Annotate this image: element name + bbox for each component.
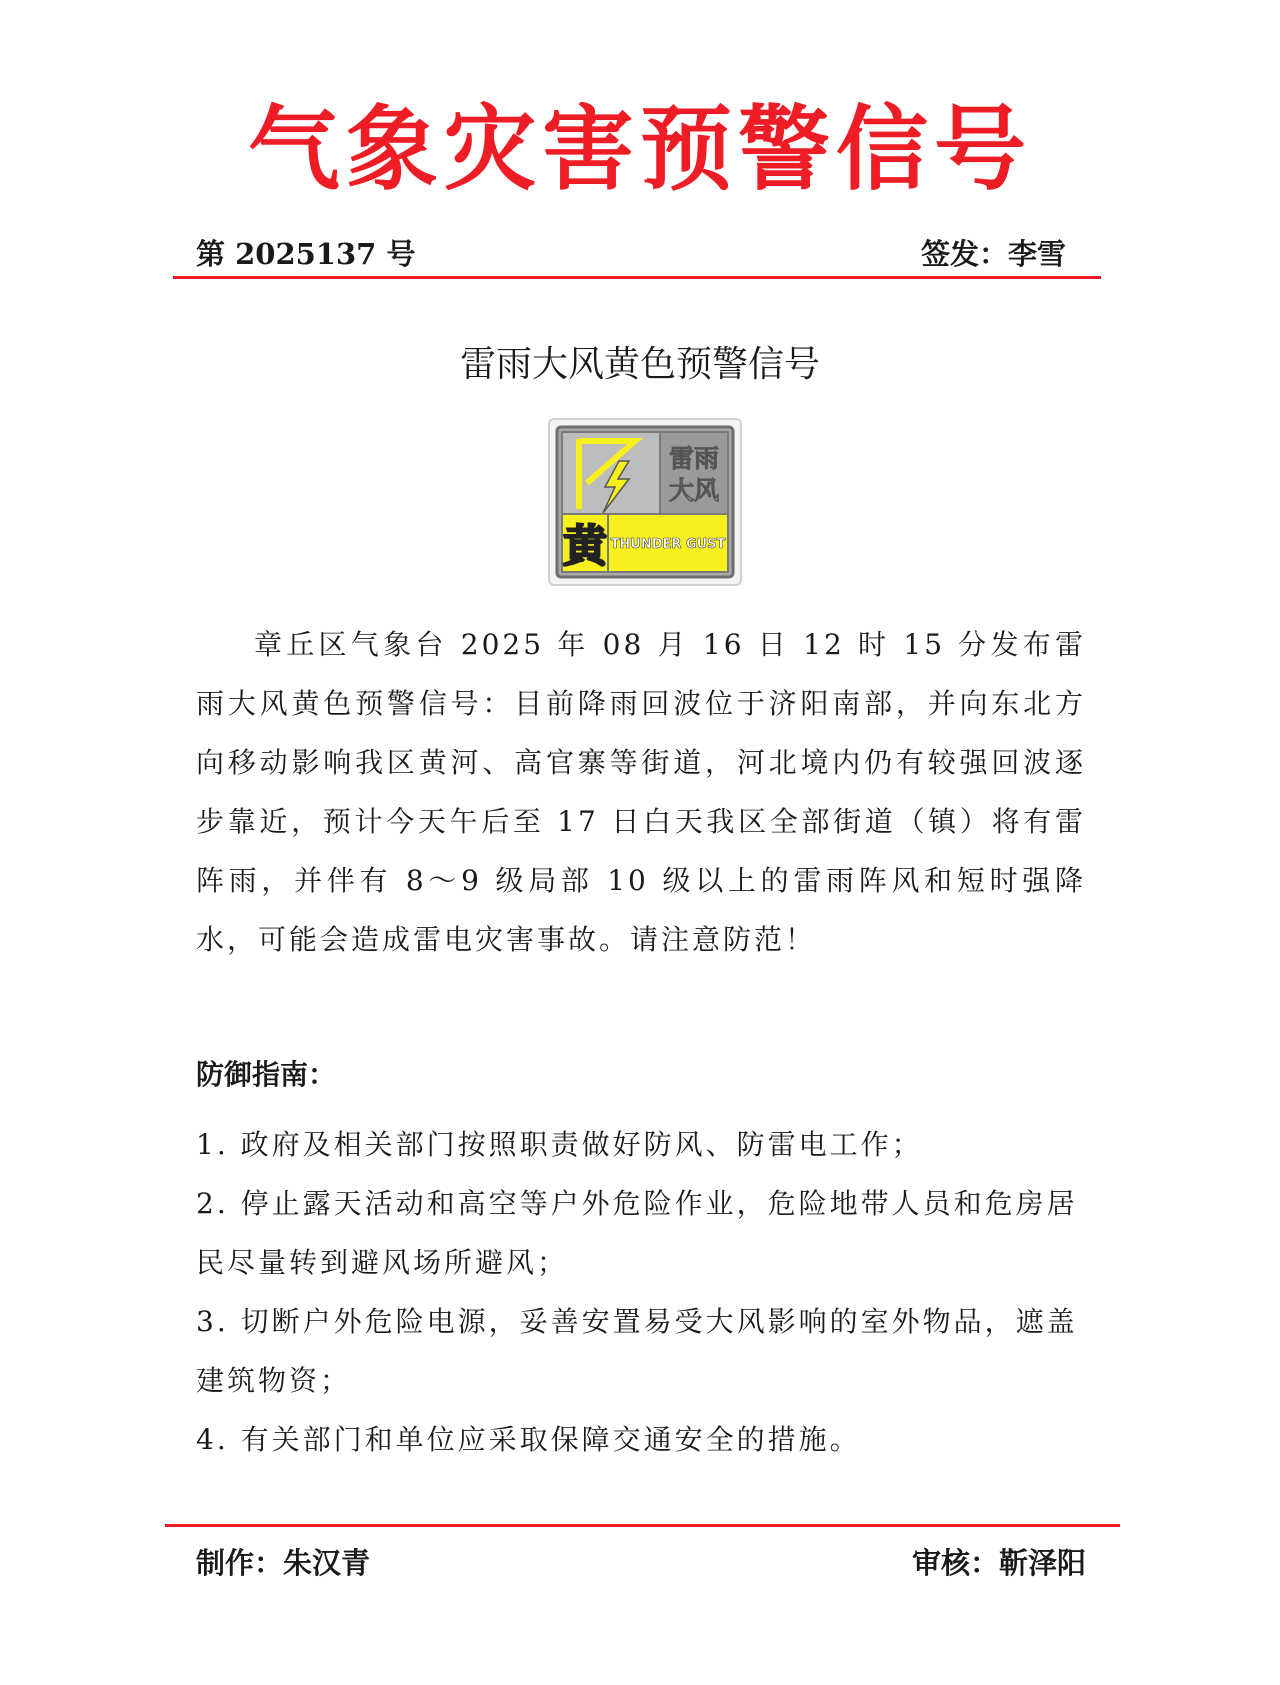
signer: 签发：李雪 [920, 237, 1066, 271]
signal-title: 雷雨大风黄色预警信号 [459, 344, 820, 385]
producer: 制作：朱汉青 [196, 1546, 371, 1580]
guide-item: 3. 切断户外危险电源，妥善安置易受大风影响的室外物品，遮盖建筑物资； [196, 1305, 1078, 1397]
icon-text-en: THUNDER GUST [610, 537, 726, 552]
reviewer: 审核：靳泽阳 [911, 1546, 1086, 1580]
footer-row [196, 1541, 1086, 1585]
warning-body: 章丘区气象台 2025 年 08 月 16 日 12 时 15 分发布雷雨大风黄色预警信号：目前降雨回波位于济阳南部，并向东北方向移动影响我区黄河、高官寨等街道，河北境内仍有较强回波逐步靠近，预计今天午后至 17 日白天我区全部街道（镇）将有雷阵雨，并伴有 8～9 级局部 10 级以上的雷雨阵风和短时强降水，可能会造成雷电灾害事故。请注意防范！ [196, 628, 1086, 956]
icon-level-char: 黄 [563, 521, 607, 572]
icon-text-cn-line2: 大风 [668, 476, 720, 505]
guide-item: 1. 政府及相关部门按照职责做好防风、防雷电工作； [196, 1128, 923, 1161]
guide-item: 4. 有关部门和单位应采取保障交通安全的措施。 [196, 1423, 861, 1456]
issue-row [196, 232, 1066, 276]
guide-item: 2. 停止露天活动和高空等户外危险作业，危险地带人员和危房居民尽量转到避风场所避风； [196, 1187, 1078, 1279]
header-divider [173, 276, 1101, 279]
footer-divider [165, 1524, 1120, 1527]
guide-heading: 防御指南： [196, 1058, 337, 1091]
thunder-gust-yellow-signal-icon [547, 417, 743, 587]
issue-number: 第 2025137 号 [196, 237, 416, 271]
guide-list [196, 1115, 1086, 1469]
icon-text-cn-line1: 雷雨 [668, 444, 720, 473]
document-title: 气象灾害预警信号 [247, 96, 1032, 203]
